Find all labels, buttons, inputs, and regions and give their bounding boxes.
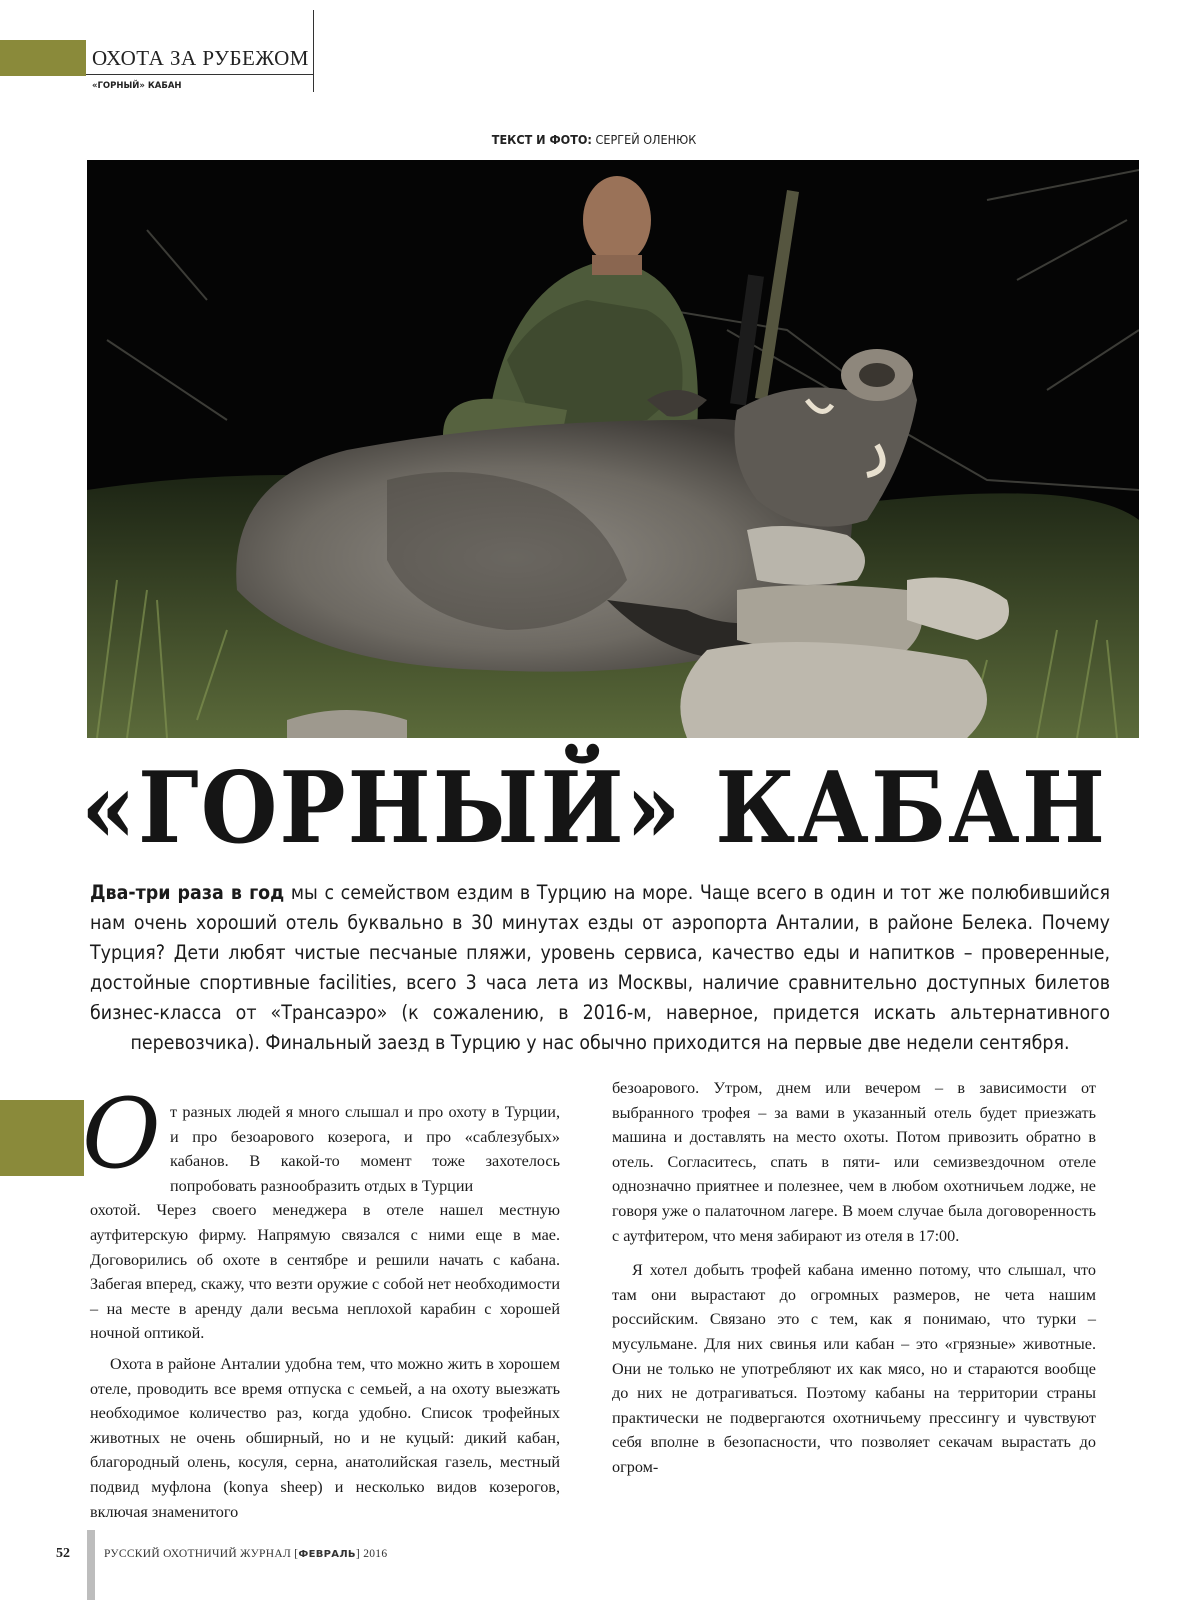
article-column-2 [612, 1076, 1096, 1480]
footer-gray-bar [87, 1530, 95, 1600]
photo-illustration [87, 160, 1139, 738]
column1-paragraph-2: Охота в районе Анталии удобна тем, что можно жить в хорошем отеле, проводить все время отпуска с семьей, а на охоту выезжать необходимое количество раз, когда удобно. Список трофейных животных не очень обширный, но и не куцый: дикий кабан, благородный олень, косуля, серна, анатолийская газель, местный подвид муфлона (konya sheep) и несколько видов козерогов, включая знаменитого [90, 1354, 560, 1521]
section-subtitle: «ГОРНЫЙ» КАБАН [92, 81, 182, 91]
section-rule-horizontal [86, 74, 314, 75]
issue-year: 2016 [363, 1548, 388, 1560]
section-title: ОХОТА ЗА РУБЕЖОМ [92, 46, 309, 70]
hunter-with-boar-photo [87, 160, 1139, 738]
journal-name: РУССКИЙ ОХОТНИЧИЙ ЖУРНАЛ [104, 1548, 292, 1560]
dropcap-indented-text: т разных людей я много слышал и про охоту в Турции, и про безоарового козерога, и про «саблезубых» кабанов. В какой-то момент тоже захотелось попробовать разнообразить отдых в Турции [170, 1103, 560, 1195]
lead-text: мы с семейством ездим в Турцию на море. Чаще всего в один и тот же полюбившийся нам очень хороший отель буквально в 30 минутах езды от аэропорта Анталии, в районе Белека. Почему Турция? Дети любят чистые песчаные пляжи, уровень сервиса, качество еды и напитков – проверенные, достойные спортивные facilities, всего 3 часа лета из Москвы, наличие сравнительно доступных билетов бизнес-класса от «Трансаэро» (к сожалению, в 2016-м, наверное, придется искать альтернативного перевозчика). Финальный заезд в Турцию у нас обычно приходится на первые две недели сентября. [90, 881, 1110, 1054]
byline [0, 132, 1188, 147]
drop-cap-letter: О [82, 1078, 161, 1190]
lead-paragraph [90, 878, 1110, 1058]
page-number: 52 [56, 1546, 70, 1561]
journal-footer [104, 1548, 387, 1560]
article-headline: «ГОРНЫЙ» КАБАН [81, 749, 1107, 866]
lead-bold-phrase: Два-три раза в год [90, 881, 285, 904]
issue-month: ФЕВРАЛЬ [298, 1549, 356, 1560]
column2-paragraph-2: Я хотел добыть трофей кабана именно потому, что слышал, что там они вырастают до огромных размеров, не чета нашим российским. Связано это с тем, как я понимаю, что турки – мусульмане. Для них свинья или кабан – это «грязные» животные. Они не только не употребляют их как мясо, но и стараются вообще до них не дотрагиваться. Поэтому кабаны на территории страны практически не подвергаются охотничьему прессингу и чувствуют себя вполне в безопасности, что позволяет секачам вырастать до огром- [612, 1261, 1096, 1476]
section-rule-vertical [313, 10, 314, 92]
column1-paragraph-1-rest: охотой. Через своего менеджера в отеле нашел местную аутфитерскую фирму. Напрямую связался с ними еще в мае. Договорились об охоте в сентябре и решили начать с кабана. Забегая вперед, скажу, что везти оружие с собой нет необходимости – на месте в аренду дали весьма неплохой карабин с хорошей ночной оптикой. [90, 1201, 560, 1343]
column2-paragraph-1: безоарового. Утром, днем или вечером – в зависимости от выбранного трофея – за вами в указанный отель будет приезжать машина и доставлять на место охоты. Потом привозить обратно в отель. Согласитесь, спать в пяти- или семизвездочном отеле однозначно приятнее и полезнее, чем в любом охотничьем лодже, не говоря уже о палаточном лагере. В моем случае была договоренность с аутфитером, что меня забирают из отеля в 17:00. [612, 1079, 1096, 1245]
byline-label: ТЕКСТ И ФОТО: [491, 132, 592, 147]
bracket-close: ] [355, 1548, 360, 1560]
drop-cap-color-bar [0, 1100, 84, 1176]
article-column-1 [90, 1100, 560, 1524]
bracket-open: [ [294, 1548, 299, 1560]
byline-author: СЕРГЕЙ ОЛЕНЮК [595, 132, 697, 147]
column1-paragraph-1 [90, 1100, 560, 1346]
section-color-bar [0, 40, 86, 76]
